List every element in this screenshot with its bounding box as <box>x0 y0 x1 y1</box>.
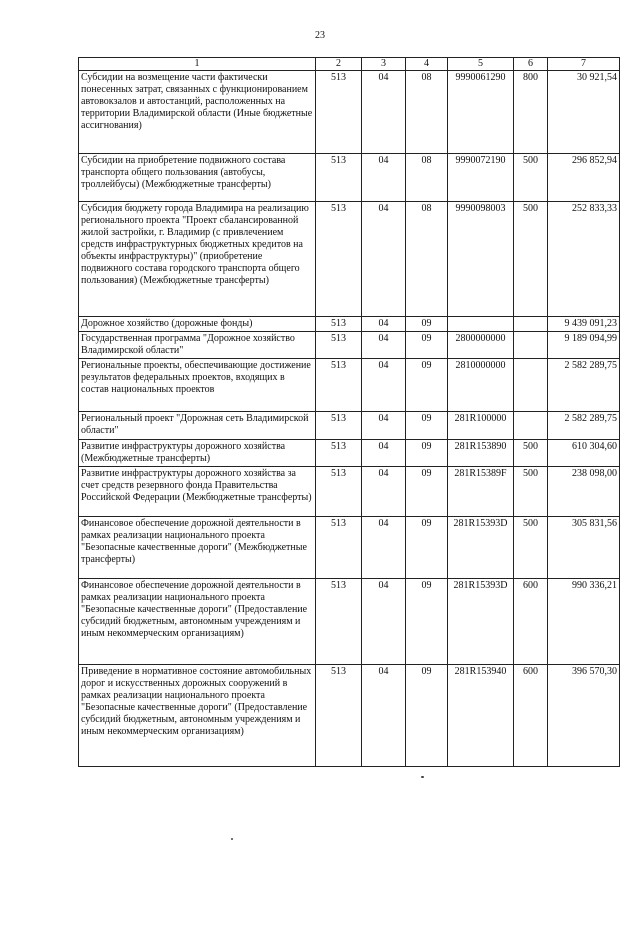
row-code-2: 513 <box>316 359 362 412</box>
table-row <box>79 317 620 332</box>
row-amount: 9 439 091,23 <box>548 317 620 332</box>
row-code-2: 513 <box>316 467 362 517</box>
row-code-2: 513 <box>316 202 362 317</box>
row-code-4: 08 <box>406 71 448 154</box>
row-code-2: 513 <box>316 440 362 467</box>
row-code-6 <box>514 332 548 359</box>
row-code-6 <box>514 412 548 440</box>
row-amount: 396 570,30 <box>548 665 620 767</box>
row-code-4: 09 <box>406 317 448 332</box>
row-code-5: 2800000000 <box>448 332 514 359</box>
row-code-4: 09 <box>406 412 448 440</box>
row-description: Субсидии на приобретение подвижного состава транспорта общего пользования (автобусы, троллейбусы) (Межбюджетные трансферты) <box>79 154 316 202</box>
row-code-6: 500 <box>514 517 548 579</box>
row-code-3: 04 <box>362 517 406 579</box>
budget-table <box>78 57 620 767</box>
row-amount: 252 833,33 <box>548 202 620 317</box>
row-code-5: 281R15393D <box>448 579 514 665</box>
row-code-3: 04 <box>362 440 406 467</box>
table-row <box>79 359 620 412</box>
page-number: 23 <box>315 30 325 41</box>
table-row <box>79 202 620 317</box>
row-description: Субсидия бюджету города Владимира на реализацию регионального проекта "Проект сбалансированной жилой застройки, г. Владимир (с привлечением средств инфраструктурных бюджетных кредитов на объекты инфраструктуры)" (приобретение подвижного состава городского транспорта общего пользования) (Межбюджетные трансферты) <box>79 202 316 317</box>
row-amount: 238 098,00 <box>548 467 620 517</box>
row-code-6 <box>514 317 548 332</box>
row-code-4: 09 <box>406 440 448 467</box>
row-code-3: 04 <box>362 332 406 359</box>
row-code-3: 04 <box>362 359 406 412</box>
row-code-6: 500 <box>514 202 548 317</box>
table-row <box>79 579 620 665</box>
table-row <box>79 467 620 517</box>
row-code-5: 281R15393D <box>448 517 514 579</box>
row-code-3: 04 <box>362 412 406 440</box>
column-header: 1 <box>79 58 316 71</box>
row-amount: 305 831,56 <box>548 517 620 579</box>
row-description: Приведение в нормативное состояние автомобильных дорог и искусственных дорожных сооружений в рамках реализации национального проекта "Безопасные качественные дороги" (Предоставление субсидий бюджетным, автономным учреждениям и иным некоммерческим организациям) <box>79 665 316 767</box>
row-code-2: 513 <box>316 317 362 332</box>
table-row <box>79 71 620 154</box>
row-amount: 30 921,54 <box>548 71 620 154</box>
row-amount: 2 582 289,75 <box>548 359 620 412</box>
row-code-5: 9990072190 <box>448 154 514 202</box>
row-code-2: 513 <box>316 71 362 154</box>
row-description: Развитие инфраструктуры дорожного хозяйства за счет средств резервного фонда Правительства Российской Федерации (Межбюджетные трансферты) <box>79 467 316 517</box>
column-header: 6 <box>514 58 548 71</box>
row-code-6: 600 <box>514 579 548 665</box>
row-code-5: 281R15389F <box>448 467 514 517</box>
column-header: 7 <box>548 58 620 71</box>
row-description: Дорожное хозяйство (дорожные фонды) <box>79 317 316 332</box>
row-code-3: 04 <box>362 467 406 517</box>
table-row <box>79 332 620 359</box>
row-description: Государственная программа "Дорожное хозяйство Владимирской области" <box>79 332 316 359</box>
row-code-2: 513 <box>316 579 362 665</box>
row-code-6: 500 <box>514 467 548 517</box>
row-description: Финансовое обеспечение дорожной деятельности в рамках реализации национального проекта "Безопасные качественные дороги" (Межбюджетные трансферты) <box>79 517 316 579</box>
table-row <box>79 517 620 579</box>
row-description: Региональный проект "Дорожная сеть Владимирской области" <box>79 412 316 440</box>
row-code-5: 281R100000 <box>448 412 514 440</box>
row-amount: 2 582 289,75 <box>548 412 620 440</box>
row-code-6: 600 <box>514 665 548 767</box>
table-row <box>79 154 620 202</box>
row-code-4: 08 <box>406 202 448 317</box>
row-code-4: 09 <box>406 665 448 767</box>
row-code-6: 800 <box>514 71 548 154</box>
row-code-5: 2810000000 <box>448 359 514 412</box>
row-code-4: 09 <box>406 579 448 665</box>
row-description: Региональные проекты, обеспечивающие достижение результатов федеральных проектов, входящих в состав национальных проектов <box>79 359 316 412</box>
table-header-row <box>79 58 620 71</box>
row-code-3: 04 <box>362 665 406 767</box>
scan-speck <box>421 776 424 778</box>
row-description: Финансовое обеспечение дорожной деятельности в рамках реализации национального проекта "Безопасные качественные дороги" (Предоставление субсидий бюджетным, автономным учреждениям и иным некоммерческим организациям) <box>79 579 316 665</box>
row-code-4: 09 <box>406 332 448 359</box>
scan-speck <box>231 838 233 840</box>
row-description: Субсидии на возмещение части фактически понесенных затрат, связанных с функционированием автовокзалов и автостанций, расположенных на территории Владимирской области (Иные бюджетные ассигнования) <box>79 71 316 154</box>
row-code-6 <box>514 359 548 412</box>
column-header: 3 <box>362 58 406 71</box>
row-code-6: 500 <box>514 440 548 467</box>
row-code-3: 04 <box>362 317 406 332</box>
column-header: 2 <box>316 58 362 71</box>
row-code-3: 04 <box>362 71 406 154</box>
row-code-5: 281R153940 <box>448 665 514 767</box>
row-code-6: 500 <box>514 154 548 202</box>
row-code-3: 04 <box>362 202 406 317</box>
row-amount: 990 336,21 <box>548 579 620 665</box>
row-code-5: 281R153890 <box>448 440 514 467</box>
row-code-2: 513 <box>316 154 362 202</box>
row-code-5 <box>448 317 514 332</box>
row-code-4: 09 <box>406 359 448 412</box>
row-amount: 610 304,60 <box>548 440 620 467</box>
column-header: 4 <box>406 58 448 71</box>
row-code-2: 513 <box>316 332 362 359</box>
row-code-5: 9990098003 <box>448 202 514 317</box>
row-code-5: 9990061290 <box>448 71 514 154</box>
row-code-2: 513 <box>316 517 362 579</box>
row-amount: 296 852,94 <box>548 154 620 202</box>
row-code-2: 513 <box>316 412 362 440</box>
row-code-4: 09 <box>406 517 448 579</box>
row-description: Развитие инфраструктуры дорожного хозяйства (Межбюджетные трансферты) <box>79 440 316 467</box>
row-code-4: 08 <box>406 154 448 202</box>
row-code-4: 09 <box>406 467 448 517</box>
row-code-2: 513 <box>316 665 362 767</box>
table-row <box>79 440 620 467</box>
row-amount: 9 189 094,99 <box>548 332 620 359</box>
table-row <box>79 412 620 440</box>
row-code-3: 04 <box>362 579 406 665</box>
table-row <box>79 665 620 767</box>
column-header: 5 <box>448 58 514 71</box>
row-code-3: 04 <box>362 154 406 202</box>
